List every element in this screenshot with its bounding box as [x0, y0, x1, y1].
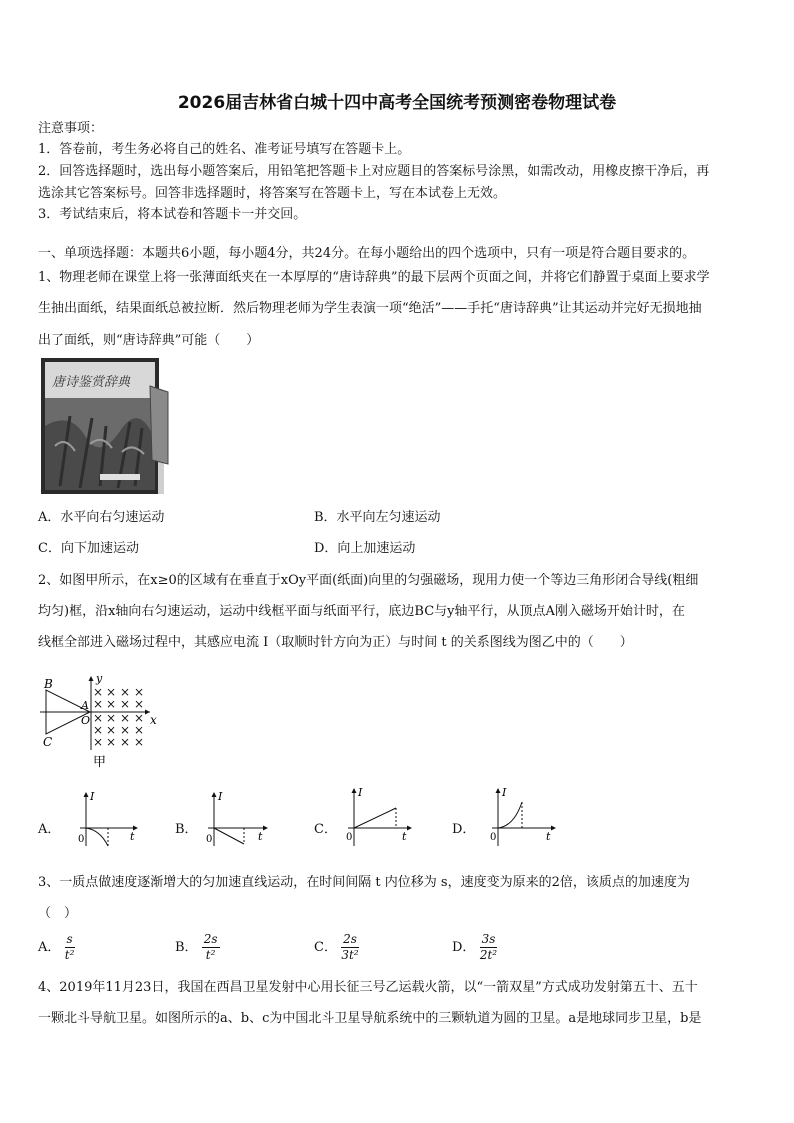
svg-text:×: ×	[134, 697, 145, 711]
question-text: 均匀)框，沿x轴向右匀速运动，运动中线框平面与纸面平行，底边BC与y轴平行，从顶点A刚入磁场开始计时，在	[38, 604, 685, 619]
svg-text:×: ×	[120, 697, 131, 711]
graph-option-a	[72, 788, 142, 850]
axis-i: I	[90, 790, 95, 803]
option-a: A．水平向右匀速运动	[38, 510, 165, 525]
figure-caption: 甲	[93, 755, 107, 770]
graph-option-a-label: A．	[38, 822, 61, 837]
graph-option-d	[484, 784, 564, 850]
book-illustration	[40, 356, 172, 498]
label-c: C	[43, 735, 53, 749]
svg-text:×: ×	[120, 723, 131, 737]
question-text: 2、如图甲所示，在x≥0的区域有在垂直于xOy平面(纸面)向里的匀强磁场，现用力使一个等边三角形闭合导线(粗细	[38, 573, 699, 588]
q3-option-a: A． $\frac{s}{\text{t²}}$	[38, 932, 75, 962]
label-a: A	[81, 699, 89, 712]
section-heading: 一、单项选择题：本题共6小题，每小题4分，共24分。在每小题给出的四个选项中，只有一项是符合题目要求的。	[38, 246, 696, 261]
page-title: 2026届吉林省白城十四中高考全国统考预测密卷物理试卷	[177, 93, 617, 113]
question-text: 3、一质点做速度逐渐增大的匀加速直线运动，在时间间隔 t 内位移为 s，速度变为原来的2倍，该质点的加速度为	[38, 875, 690, 890]
question-text: （ ）	[38, 906, 78, 921]
label-y: y	[96, 672, 103, 685]
magnetic-field-crosses	[93, 685, 144, 749]
svg-text:×: ×	[120, 685, 131, 699]
svg-text:×: ×	[134, 711, 145, 725]
axis-i: I	[502, 786, 507, 799]
q3-option-d: D． $\frac{3s}{\text{2t²}}$	[452, 932, 498, 962]
svg-text:×: ×	[93, 685, 104, 699]
q3-option-c: C． $\frac{2s}{\text{3t²}}$	[314, 932, 359, 962]
svg-text:×: ×	[106, 735, 117, 749]
option-c: C．向下加速运动	[38, 541, 139, 556]
axis-t: t	[402, 830, 407, 843]
svg-text:×: ×	[106, 711, 117, 725]
graph-option-c-label: C．	[314, 822, 337, 837]
svg-text:×: ×	[106, 685, 117, 699]
svg-text:×: ×	[134, 723, 145, 737]
option-b: B．水平向左匀速运动	[314, 510, 441, 525]
question-text: 线框全部进入磁场过程中，其感应电流 I（取顺时针方向为正）与时间 t 的关系图线为图乙中的（ ）	[38, 635, 633, 650]
axis-t: t	[130, 830, 135, 843]
svg-text:×: ×	[93, 711, 104, 725]
notes-item: 1．答卷前，考生务必将自己的姓名、准考证号填写在答题卡上。	[38, 142, 411, 157]
axis-zero: 0	[78, 834, 85, 845]
notes-item: 3．考试结束后，将本试卷和答题卡一并交回。	[38, 207, 307, 222]
label-b: B	[44, 677, 53, 691]
question-text: 1、物理老师在课堂上将一张薄面纸夹在一本厚厚的“唐诗辞典”的最下层两个页面之间，并将它们静置于桌面上要求学	[38, 270, 710, 285]
book-cover-text: 唐诗鉴赏辞典	[52, 375, 131, 390]
svg-text:×: ×	[106, 697, 117, 711]
axis-t: t	[546, 830, 551, 843]
svg-text:×: ×	[120, 735, 131, 749]
label-o: O	[81, 714, 91, 727]
q3-option-b: B． $\frac{2s}{\text{t²}}$	[175, 932, 218, 962]
graph-option-d-label: D．	[452, 822, 476, 837]
svg-text:×: ×	[93, 735, 104, 749]
svg-text:×: ×	[120, 711, 131, 725]
svg-text:×: ×	[134, 735, 145, 749]
figure-jia	[38, 672, 168, 772]
label-x: x	[150, 713, 157, 727]
question-text: 生抽出面纸，结果面纸总被拉断．然后物理老师为学生表演一项“绝活”——手托“唐诗辞典”让其运动并完好无损地抽	[38, 301, 702, 316]
graph-option-b	[200, 788, 274, 850]
question-text: 一颗北斗导航卫星。如图所示的a、b、c为中国北斗卫星导航系统中的三颗轨道为圆的卫星。a是地球同步卫星，b是	[38, 1011, 702, 1026]
notes-heading: 注意事项：	[38, 121, 104, 136]
axis-zero: 0	[490, 832, 497, 843]
svg-text:×: ×	[106, 723, 117, 737]
graph-option-b-label: B．	[175, 822, 198, 837]
axis-zero: 0	[346, 832, 353, 843]
svg-text:×: ×	[134, 685, 145, 699]
option-d: D．向上加速运动	[314, 541, 416, 556]
svg-text:×: ×	[93, 723, 104, 737]
question-text: 出了面纸，则“唐诗辞典”可能（ ）	[38, 333, 260, 348]
axis-t: t	[258, 830, 263, 843]
axis-i: I	[358, 786, 363, 799]
svg-text:×: ×	[93, 697, 104, 711]
notes-item: 选涂其它答案标号。回答非选择题时，将答案写在答题卡上，写在本试卷上无效。	[38, 186, 507, 201]
graph-option-c	[340, 784, 418, 850]
notes-item: 2．回答选择题时，选出每小题答案后，用铅笔把答题卡上对应题目的答案标号涂黑，如需改动，用橡皮擦干净后，再	[38, 164, 710, 179]
axis-i: I	[218, 790, 223, 803]
axis-zero: 0	[206, 834, 213, 845]
question-text: 4、2019年11月23日，我国在西昌卫星发射中心用长征三号乙运载火箭，以“一箭双星”方式成功发射第五十、五十	[38, 980, 698, 995]
